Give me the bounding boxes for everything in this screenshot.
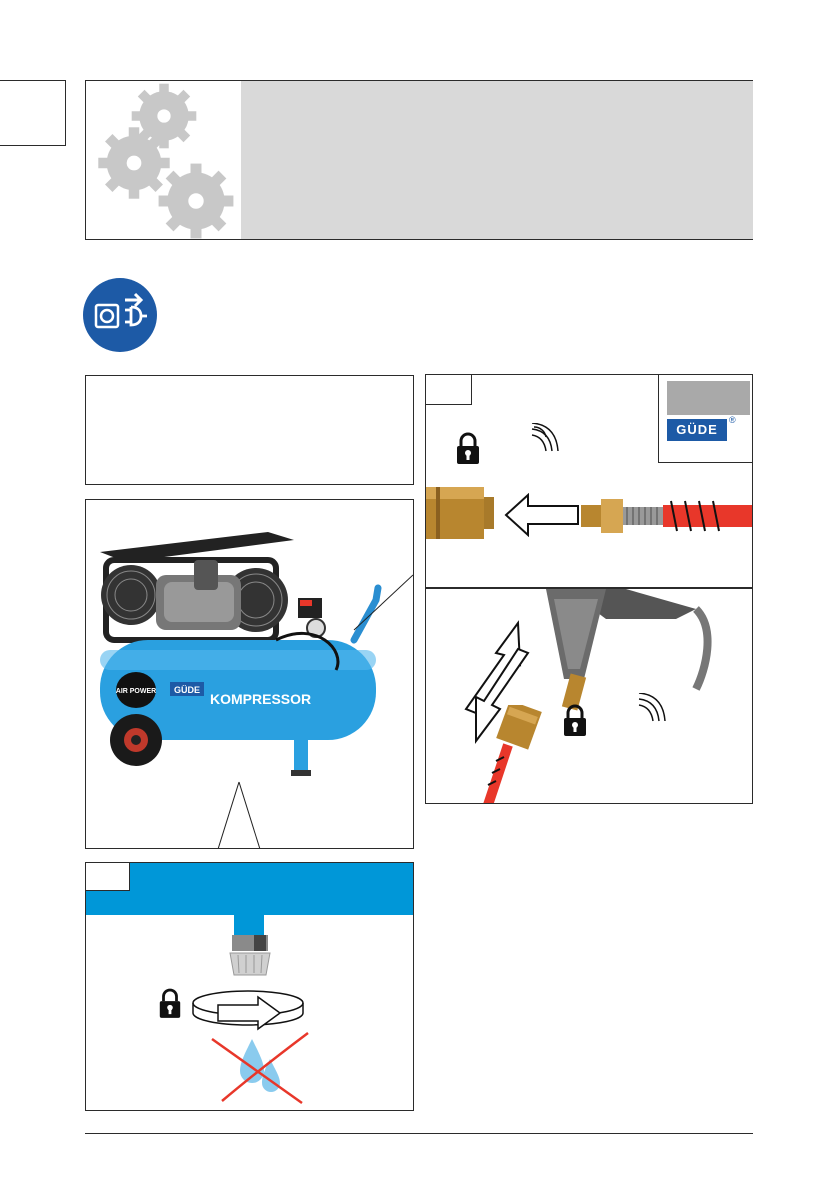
rotate-arrow	[188, 983, 308, 1033]
brand-inset-grey	[667, 381, 750, 415]
lock-icon	[561, 703, 589, 737]
brand-inset	[658, 375, 753, 463]
brand-logo-text: GÜDE	[676, 422, 718, 437]
compressor-illustration	[86, 500, 413, 848]
female-coupling	[426, 481, 496, 545]
drain-blue-header	[86, 863, 413, 915]
drain-valve	[222, 915, 282, 981]
lock-icon	[157, 987, 183, 1019]
tank-model-label: KOMPRESSOR	[210, 691, 312, 707]
footer-rule	[85, 1133, 753, 1134]
air-power-badge: AIR POWER	[115, 688, 157, 695]
chapter-tab	[0, 80, 66, 146]
step-number-tab	[86, 863, 130, 891]
insert-arrow	[504, 493, 580, 537]
step-number-tab	[426, 375, 472, 405]
tank-logo: GÜDE	[173, 685, 201, 695]
compressor-image-box	[85, 499, 414, 849]
click-sound-icon	[631, 693, 667, 729]
no-leak-icon	[204, 1029, 314, 1109]
brand-logo	[667, 419, 727, 441]
lock-icon	[454, 431, 482, 465]
drain-valve-box	[85, 862, 414, 1111]
header-panel	[85, 80, 753, 240]
header-grey-area	[241, 81, 753, 239]
male-plug-hose	[581, 491, 753, 541]
coupling-hose	[482, 705, 562, 804]
unplug-icon	[83, 278, 157, 352]
coupling-detail-box	[425, 374, 753, 588]
registered-mark: ®	[729, 415, 736, 425]
text-box	[85, 375, 414, 485]
gears-icon	[86, 81, 241, 239]
air-gun-box	[425, 588, 753, 804]
click-sound-icon	[524, 423, 560, 459]
